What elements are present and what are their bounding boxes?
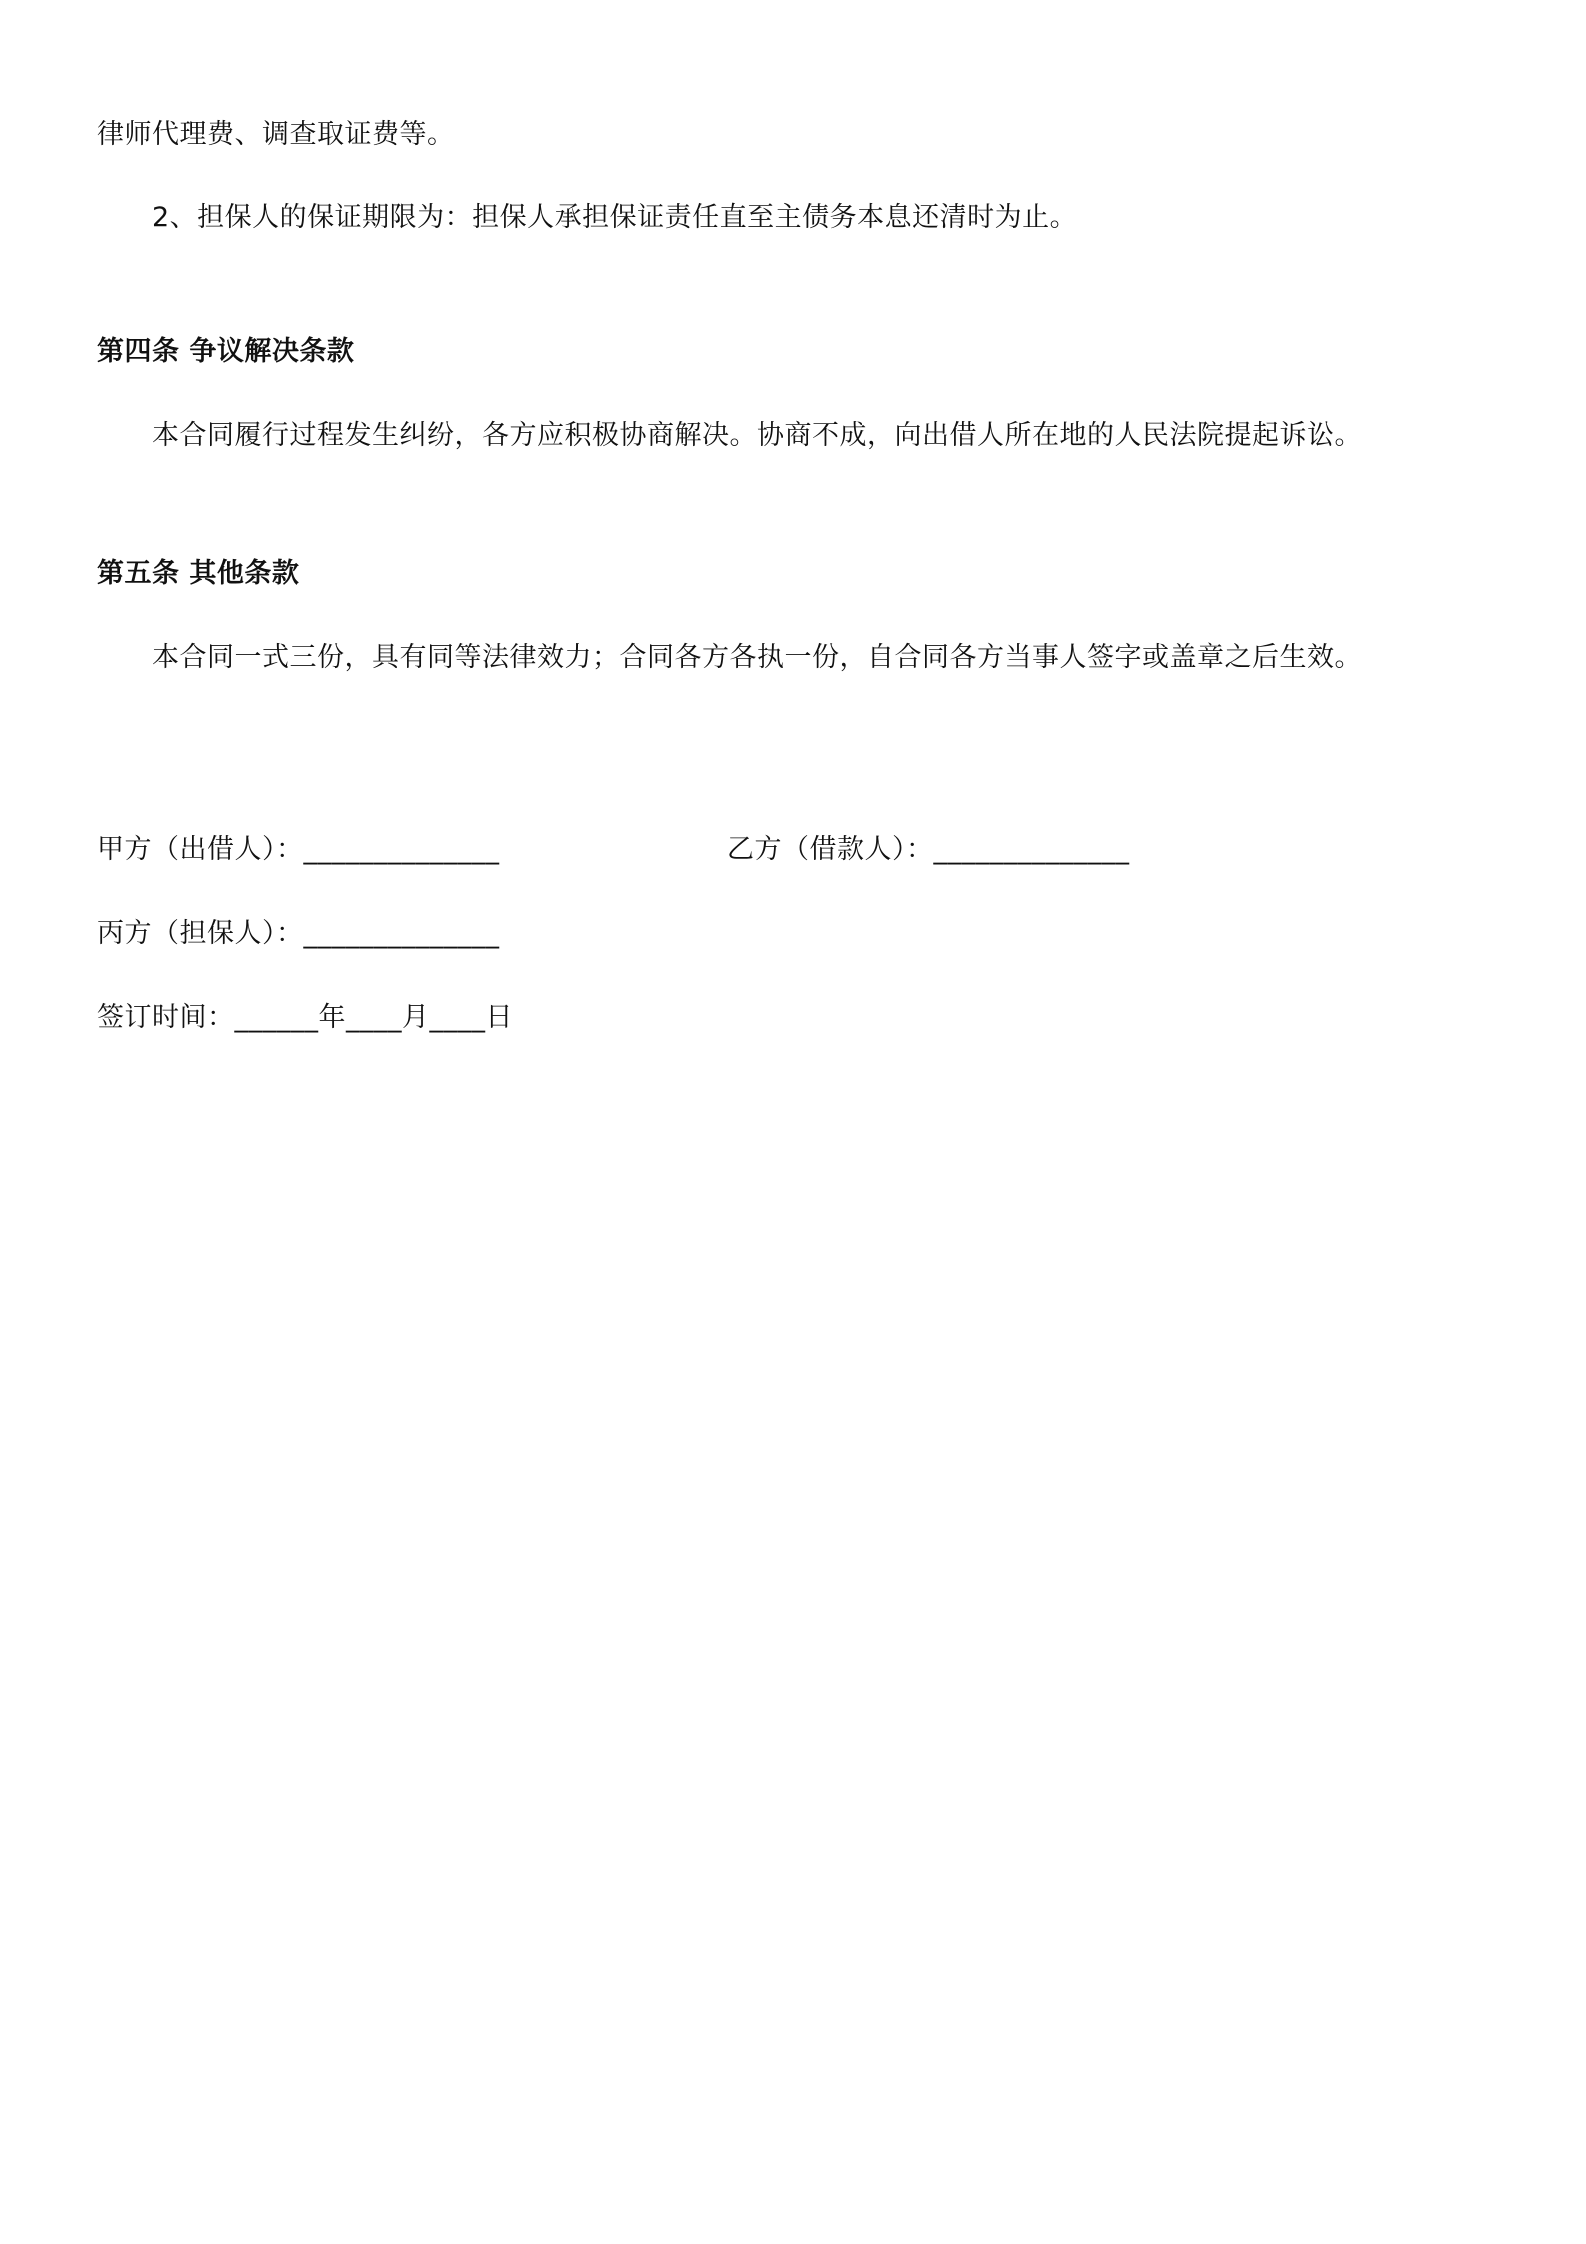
article-4-body: 本合同履行过程发生纠纷，各方应积极协商解决。协商不成，向出借人所在地的人民法院提起诉讼。 <box>152 420 1362 451</box>
article-4-heading: 第四条 争议解决条款 <box>97 336 355 367</box>
party-c-signature: 丙方（担保人）：______________ <box>97 918 500 949</box>
party-a-signature: 甲方（出借人）：______________ <box>97 834 500 865</box>
guarantee-period-clause: 2、担保人的保证期限为：担保人承担保证责任直至主债务本息还清时为止。 <box>152 202 1078 233</box>
party-b-signature: 乙方（借款人）：______________ <box>727 834 1130 865</box>
signing-date: 签订时间：______年____月____日 <box>97 1002 513 1033</box>
article-5-heading: 第五条 其他条款 <box>97 558 300 589</box>
article-5-body: 本合同一式三份，具有同等法律效力；合同各方各执一份，自合同各方当事人签字或盖章之后生效。 <box>152 642 1362 673</box>
continuation-text: 律师代理费、调查取证费等。 <box>97 119 455 150</box>
